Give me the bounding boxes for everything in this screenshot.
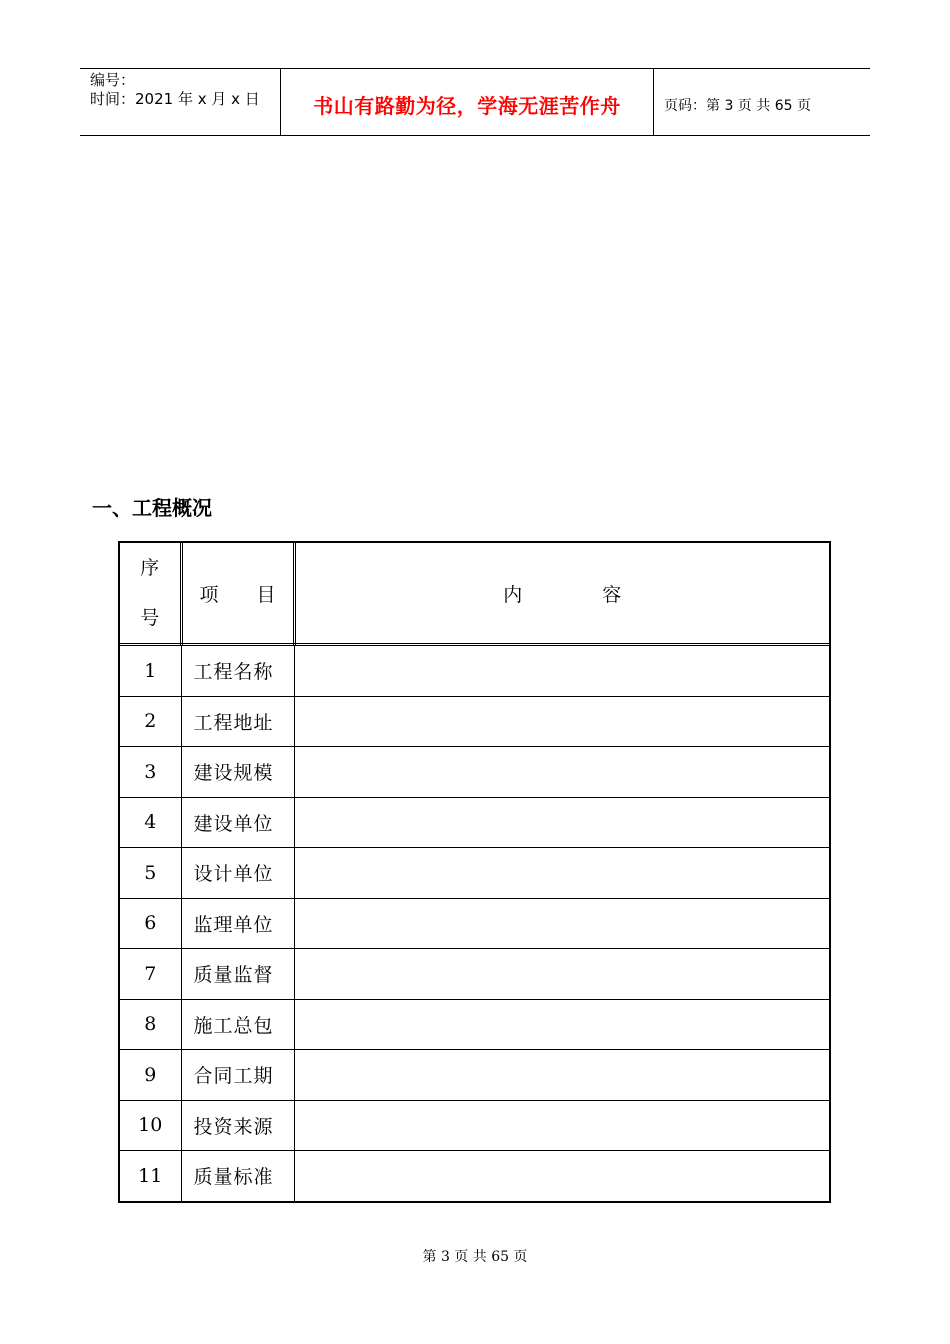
overview-table-grid — [120, 543, 829, 1201]
row-item-name: 建设规模 — [181, 747, 294, 798]
header-time-label: 时间：2021 年 x 月 x 日 — [90, 90, 260, 108]
row-number: 5 — [120, 848, 181, 899]
header-content-a: 内 — [503, 583, 523, 606]
table-row — [120, 797, 829, 848]
header-motto: 书山有路勤为径，学海无涯苦作舟 — [281, 69, 654, 136]
table-row — [120, 1050, 829, 1101]
row-content-cell[interactable] — [294, 1151, 829, 1201]
row-content-cell[interactable] — [294, 645, 829, 697]
header-item-a: 项 — [199, 583, 219, 606]
row-number: 2 — [120, 696, 181, 747]
row-item-name: 设计单位 — [181, 848, 294, 899]
section-title: 一、工程概况 — [92, 496, 212, 520]
row-number: 10 — [120, 1100, 181, 1151]
row-item-name: 建设单位 — [181, 797, 294, 848]
header-cell-item — [181, 543, 294, 645]
row-content-cell[interactable] — [294, 747, 829, 798]
row-number: 4 — [120, 797, 181, 848]
header-code-label: 编号： — [90, 71, 136, 89]
table-row — [120, 747, 829, 798]
header-page-info: 页码：第 3 页 共 65 页 — [664, 97, 811, 114]
row-number: 7 — [120, 949, 181, 1000]
row-content-cell[interactable] — [294, 999, 829, 1050]
table-row — [120, 645, 829, 697]
table-header-row — [120, 543, 829, 645]
table-row — [120, 848, 829, 899]
row-item-name: 合同工期 — [181, 1050, 294, 1101]
header-item-b: 目 — [256, 583, 276, 606]
table-row — [120, 949, 829, 1000]
row-item-name: 监理单位 — [181, 898, 294, 949]
row-number: 8 — [120, 999, 181, 1050]
row-content-cell[interactable] — [294, 696, 829, 747]
header-seq-bottom: 号 — [140, 607, 160, 629]
row-item-name: 施工总包 — [181, 999, 294, 1050]
row-content-cell[interactable] — [294, 949, 829, 1000]
header-seq-top: 序 — [140, 557, 160, 579]
row-item-name: 质量监督 — [181, 949, 294, 1000]
table-row — [120, 898, 829, 949]
project-overview-table — [118, 541, 831, 1203]
page-header — [80, 68, 870, 136]
row-content-cell[interactable] — [294, 848, 829, 899]
table-row — [120, 1151, 829, 1201]
header-content-b: 容 — [602, 583, 622, 606]
page-footer: 第 3 页 共 65 页 — [422, 1249, 528, 1265]
row-item-name: 投资来源 — [181, 1100, 294, 1151]
row-number: 9 — [120, 1050, 181, 1101]
header-meta — [80, 69, 281, 136]
table-row — [120, 1100, 829, 1151]
row-item-name: 工程地址 — [181, 696, 294, 747]
row-content-cell[interactable] — [294, 1050, 829, 1101]
header-cell-content — [294, 543, 829, 645]
table-row — [120, 696, 829, 747]
row-number: 1 — [120, 645, 181, 697]
row-content-cell[interactable] — [294, 898, 829, 949]
header-cell-seq — [120, 543, 181, 645]
row-item-name: 工程名称 — [181, 645, 294, 697]
row-number: 11 — [120, 1151, 181, 1201]
table-row — [120, 999, 829, 1050]
row-number: 6 — [120, 898, 181, 949]
row-content-cell[interactable] — [294, 1100, 829, 1151]
row-content-cell[interactable] — [294, 797, 829, 848]
row-item-name: 质量标准 — [181, 1151, 294, 1201]
row-number: 3 — [120, 747, 181, 798]
